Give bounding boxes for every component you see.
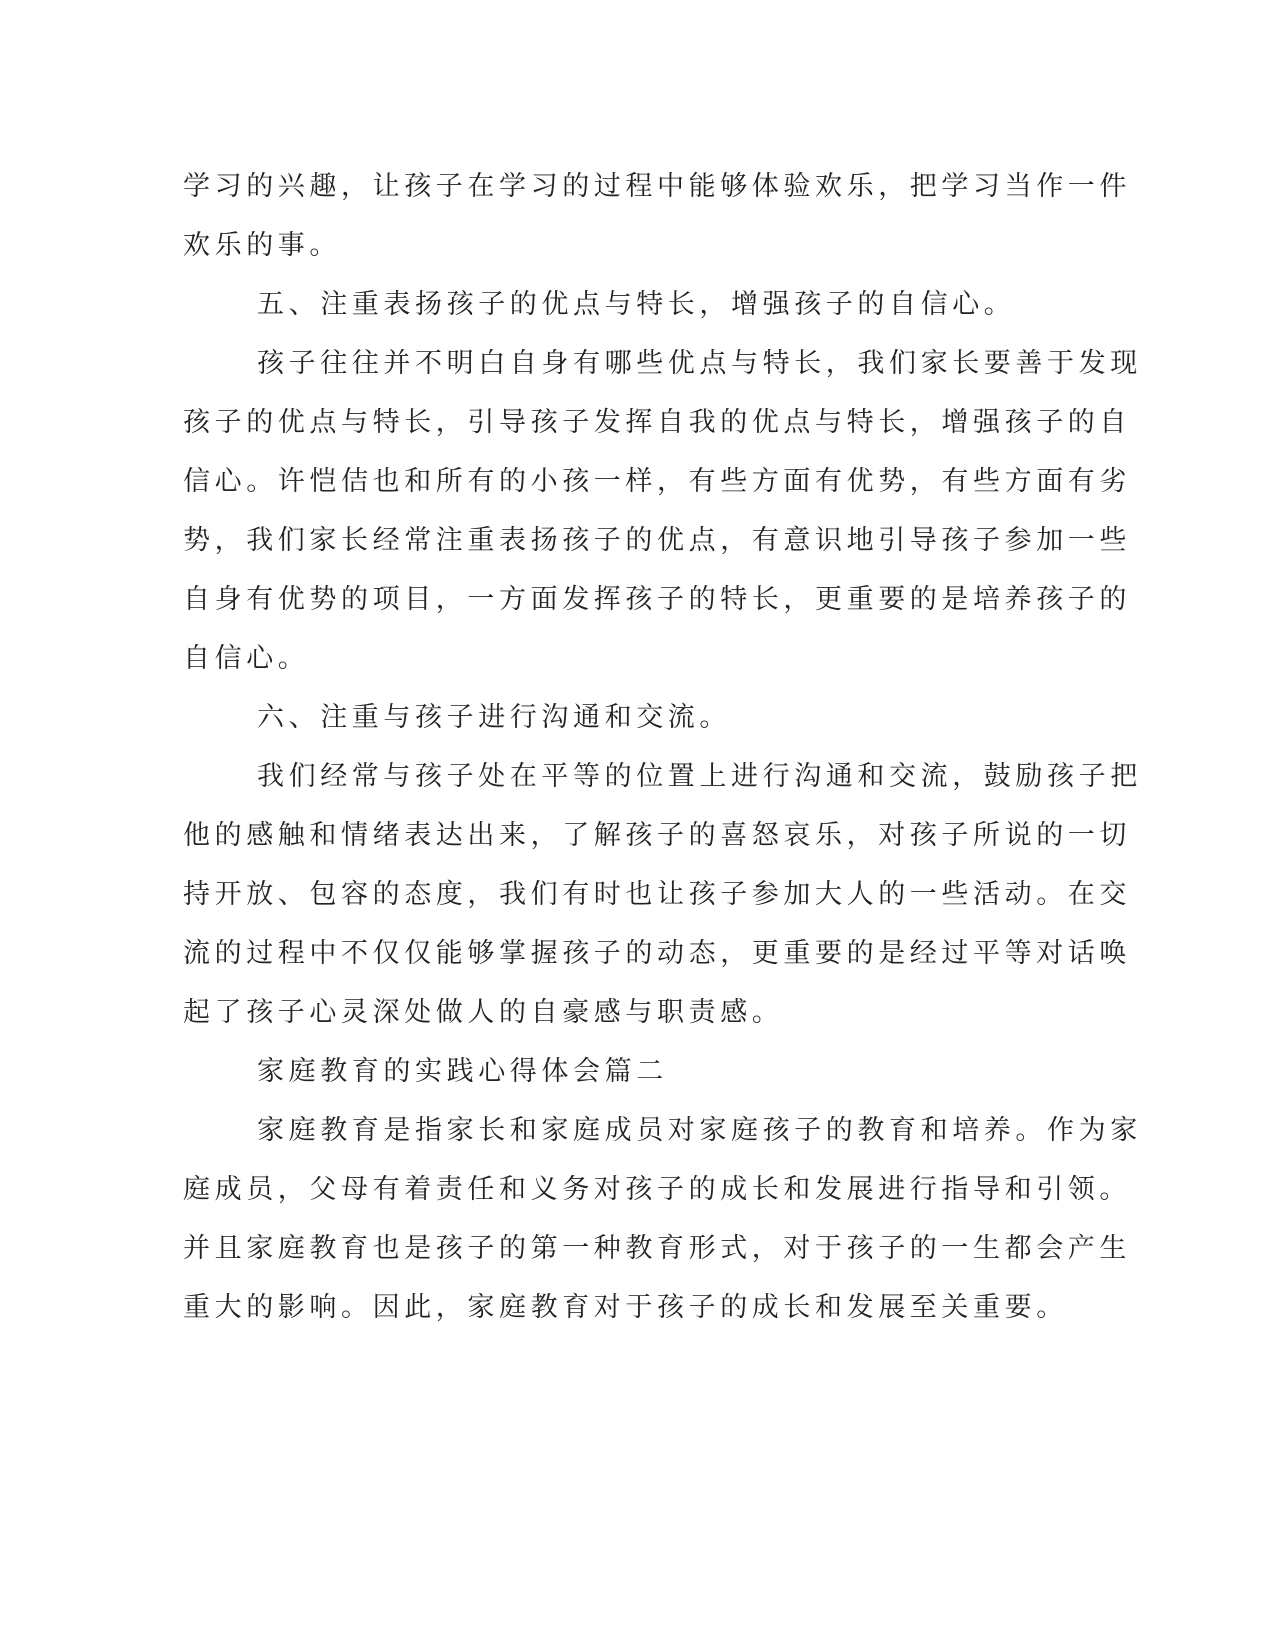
- text-line: 起了孩子心灵深处做人的自豪感与职责感。: [183, 997, 784, 1028]
- text-line: 重大的影响。因此，家庭教育对于孩子的成长和发展至关重要。: [183, 1292, 1068, 1323]
- section-heading-six: [183, 688, 1043, 747]
- document-body: [183, 157, 1142, 1337]
- text-line: 孩子的优点与特长，引导孩子发挥自我的优点与特长，增强孩子的自: [183, 407, 1131, 438]
- text-line: 孩子往往并不明白自身有哪些优点与特长，我们家长要善于发现: [257, 348, 1142, 379]
- text-line: 自信心。: [183, 643, 310, 674]
- text-line: 信心。许恺佶也和所有的小孩一样，有些方面有优势，有些方面有劣: [183, 466, 1131, 497]
- paragraph-communication: [183, 747, 1142, 1042]
- text-line: 家庭教育是指家长和家庭成员对家庭孩子的教育和培养。作为家: [257, 1115, 1142, 1146]
- text-line: 势，我们家长经常注重表扬孩子的优点，有意识地引导孩子参加一些: [183, 525, 1131, 556]
- text-line: 庭成员，父母有着责任和义务对孩子的成长和发展进行指导和引领。: [183, 1174, 1131, 1205]
- text-line: 欢乐的事。: [183, 230, 341, 261]
- text-line: 流的过程中不仅仅能够掌握孩子的动态，更重要的是经过平等对话唤: [183, 938, 1131, 969]
- heading-line: 六、注重与孩子进行沟通和交流。: [257, 702, 731, 733]
- text-line: 他的感触和情绪表达出来，了解孩子的喜怒哀乐，对孩子所说的一切: [183, 820, 1131, 851]
- section-heading-five: [183, 275, 1043, 334]
- heading-line: 五、注重表扬孩子的优点与特长，增强孩子的自信心。: [257, 289, 1016, 320]
- text-line: 自身有优势的项目，一方面发挥孩子的特长，更重要的是培养孩子的: [183, 584, 1131, 615]
- text-line: 我们经常与孩子处在平等的位置上进行沟通和交流，鼓励孩子把: [257, 761, 1142, 792]
- paragraph-family-education: [183, 1101, 1142, 1337]
- text-line: 学习的兴趣，让孩子在学习的过程中能够体验欢乐，把学习当作一件: [183, 171, 1131, 202]
- text-line: 持开放、包容的态度，我们有时也让孩子参加大人的一些活动。在交: [183, 879, 1131, 910]
- heading-line: 家庭教育的实践心得体会篇二: [257, 1056, 668, 1087]
- text-line: 并且家庭教育也是孩子的第一种教育形式，对于孩子的一生都会产生: [183, 1233, 1131, 1264]
- article-title-part-two: [183, 1042, 1043, 1101]
- paragraph-continued-interest: [183, 157, 1131, 275]
- paragraph-strengths: [183, 334, 1142, 688]
